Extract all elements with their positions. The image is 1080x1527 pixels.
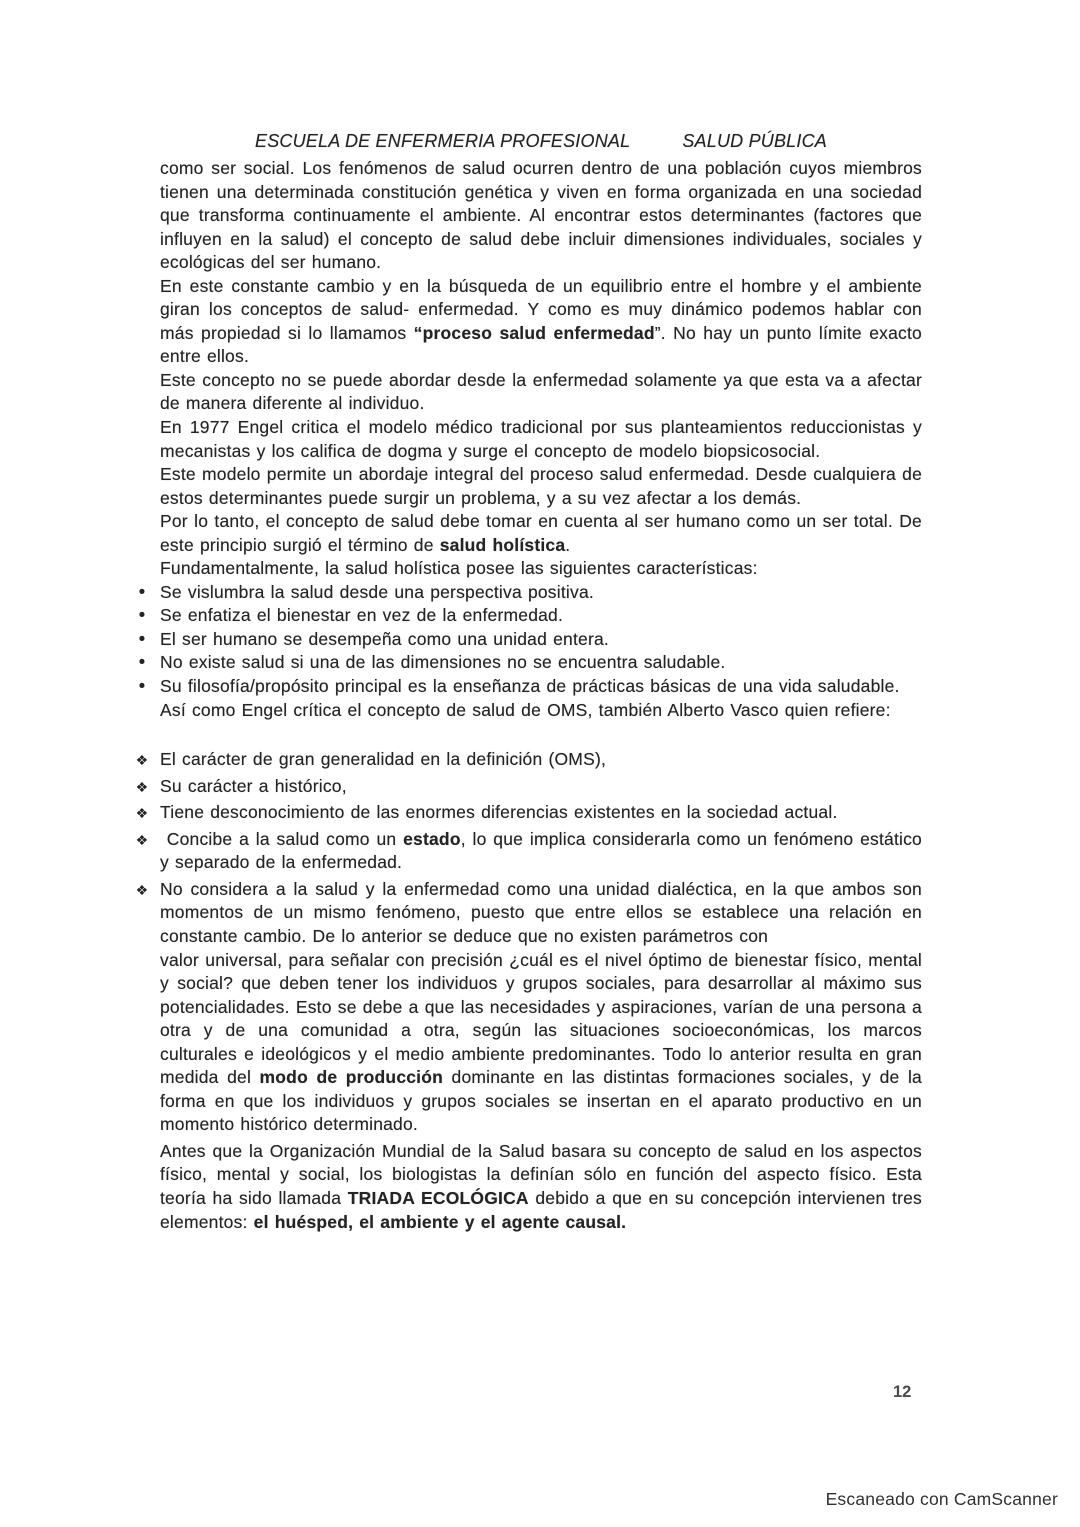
text-run: Su filosofía/propósito principal es la enseñanza de prácticas básicas de una vida saludable.	[160, 676, 900, 697]
diamond-icon: ❖	[135, 752, 149, 769]
bullet-list-item	[138, 651, 922, 675]
text-run: Este concepto no se puede abordar desde la enfermedad solamente ya que esta va a afectar de manera diferente al individuo.	[160, 369, 922, 414]
text-run: No considera a la salud y la enfermedad como una unidad dialéctica, en la que ambos son momentos de un mismo fenómeno, puesto que entre ellos se establece una relación en constante cambio. De lo anterior se deduce que no existen parámetros con	[160, 878, 922, 946]
header-subject-title: SALUD PÚBLICA	[682, 131, 827, 151]
text-run: Se enfatiza el bienestar en vez de la enfermedad.	[160, 605, 564, 626]
paragraph	[160, 1140, 922, 1234]
bullet-icon: •	[138, 628, 146, 650]
header-school-title: ESCUELA DE ENFERMERIA PROFESIONAL	[254, 131, 631, 151]
text-run: Fundamentalmente, la salud holística posee las siguientes características:	[160, 558, 758, 579]
paragraph	[160, 275, 922, 369]
paragraph	[160, 369, 922, 416]
paragraph	[160, 463, 922, 510]
text-run: El carácter de gran generalidad en la definición (OMS),	[160, 749, 607, 770]
paragraph	[160, 699, 922, 723]
text-run: No existe salud si una de las dimensiones no se encuentra saludable.	[160, 652, 726, 673]
bold-text-run: el huésped, el ambiente y el agente causal.	[253, 1211, 627, 1232]
diamond-icon: ❖	[135, 881, 149, 898]
bold-text-run: “proceso salud enfermedad	[413, 322, 655, 343]
bold-text-run: TRIADA ECOLÓGICA	[347, 1187, 529, 1208]
text-run: Tiene desconocimiento de las enormes diferencias existentes en la sociedad actual.	[160, 802, 838, 823]
text-run: ”. No hay un punto límite exacto entre ellos.	[160, 322, 922, 367]
text-run: Antes que la Organización Mundial de la Salud basara su concepto de salud en los aspectos físico, mental y social, los biologistas la definían sólo en función del aspecto físico. Esta teoría ha sido llamada	[160, 1140, 922, 1208]
text-run: El ser humano se desempeña como una unidad entera.	[160, 628, 609, 649]
diamond-icon: ❖	[135, 778, 149, 795]
blank-line	[160, 722, 922, 748]
page-header	[160, 131, 922, 152]
text-run: Así como Engel crítica el concepto de salud de OMS, también Alberto Vasco quien refiere:	[160, 699, 891, 720]
text-run: como ser social. Los fenómenos de salud ocurren dentro de una población cuyos miembros tienen una determinada constitución genética y viven en forma organizada en una sociedad que transforma continuamente el ambiente. Al encontrar estos determinantes (factores que influyen en la salud) el concepto de salud debe incluir dimensiones individuales, sociales y ecológicas del ser humano.	[160, 158, 922, 273]
text-run: Se vislumbra la salud desde una perspectiva positiva.	[160, 581, 594, 602]
bullet-list-item	[138, 604, 922, 628]
bullet-list-item	[138, 628, 922, 652]
bullet-icon: •	[138, 581, 146, 603]
diamond-icon: ❖	[135, 831, 149, 848]
paragraph	[160, 416, 922, 463]
bold-text-run: salud holística	[439, 534, 566, 555]
text-run: Este modelo permite un abordaje integral del proceso salud enfermedad. Desde cualquiera de estos determinantes puede surgir un problema, y a su vez afectar a los demás.	[160, 464, 922, 508]
text-run: dominante en las distintas formaciones sociales, y de la forma en que los individuos y grupos sociales se insertan en el aparato productivo en un momento histórico determinado.	[160, 1067, 922, 1135]
bullet-icon: •	[138, 605, 146, 627]
page-number: 12	[893, 1383, 912, 1401]
bullet-list-item	[138, 581, 922, 605]
bold-text-run: modo de producción	[259, 1067, 444, 1088]
text-run: En 1977 Engel critica el modelo médico tradicional por sus planteamientos reduccionistas y mecanistas y los califica de dogma y surge el concepto de modelo biopsicosocial.	[160, 417, 922, 461]
diamond-list-item	[135, 775, 922, 799]
bullet-icon: •	[138, 652, 146, 674]
paragraph	[160, 510, 922, 557]
document-body	[135, 157, 922, 1234]
paragraph	[160, 157, 922, 275]
bold-text-run: estado	[403, 828, 461, 849]
text-run: valor universal, para señalar con precisión ¿cuál es el nivel óptimo de bienestar físico, mental y social? que deben tener los individuos y grupos sociales, para desarrollar al máximo sus potencialidades. Esto se debe a que las necesidades y aspiraciones, varían de una persona a otra y de una comunidad a otra, según las situaciones socioeconómicas, los marcos culturales e ideológicos y el medio ambiente predominantes. Todo lo anterior resulta en gran medida del	[160, 949, 922, 1088]
diamond-list-item	[135, 878, 922, 1137]
diamond-list-item	[135, 801, 922, 825]
bullet-list-item	[138, 675, 922, 699]
camscanner-footer: Escaneado con CamScanner	[825, 1489, 1058, 1509]
diamond-icon: ❖	[135, 805, 149, 822]
text-run: debido a que en su concepción intervienen tres elementos:	[160, 1187, 922, 1232]
text-run: En este constante cambio y en la búsqueda de un equilibrio entre el hombre y el ambiente giran los conceptos de salud- enfermedad. Y como es muy dinámico podemos hablar con más propiedad si lo llamamos	[160, 275, 922, 343]
diamond-list-item	[135, 828, 922, 875]
diamond-list-item	[135, 748, 922, 772]
text-run: , lo que implica considerarla como un fenómeno estático y separado de la enfermedad.	[160, 828, 922, 873]
text-run: Su carácter a histórico,	[160, 775, 347, 796]
paragraph	[160, 557, 922, 581]
text-run: Concibe a la salud como un	[160, 828, 404, 849]
bullet-icon: •	[138, 676, 146, 698]
text-run: Por lo tanto, el concepto de salud debe tomar en cuenta al ser humano como un ser total. De este principio surgió el término de	[160, 511, 922, 555]
text-run: .	[565, 534, 571, 555]
